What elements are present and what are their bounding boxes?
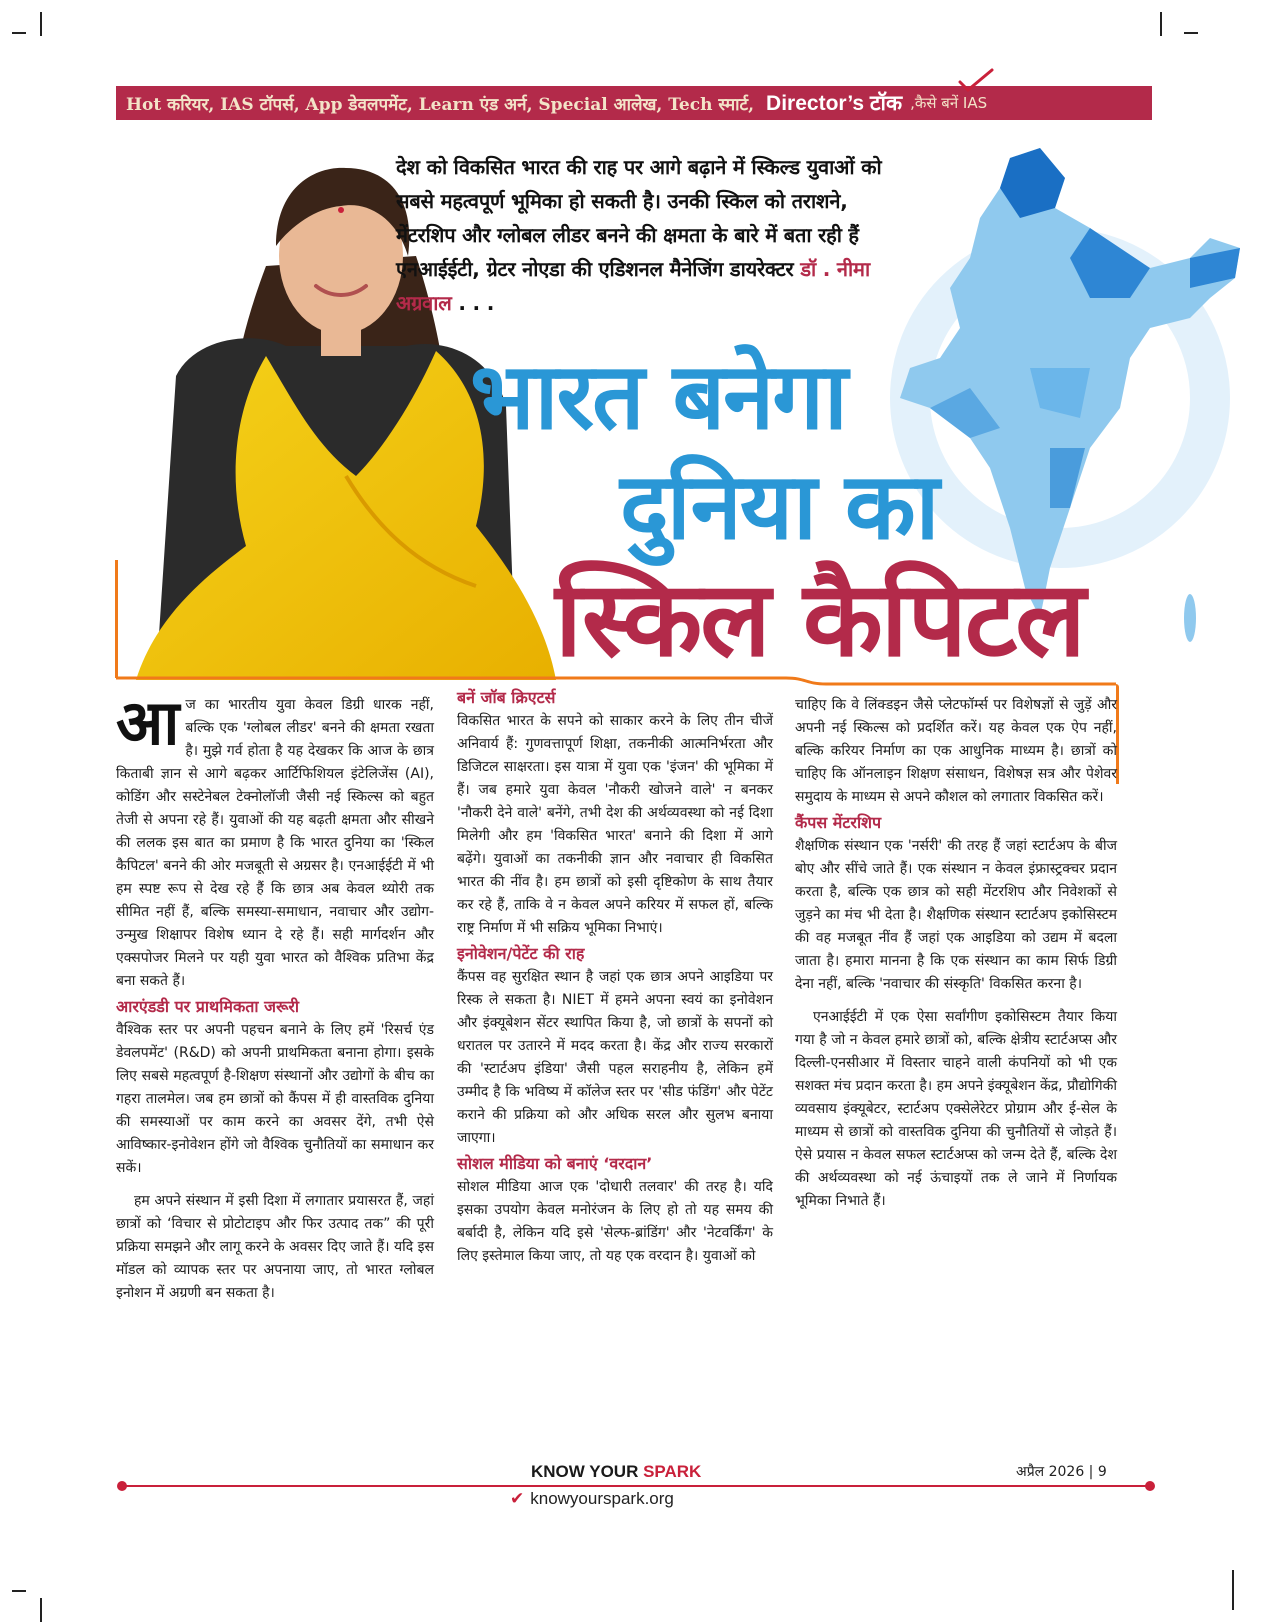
section-list: Hot करियर, IAS टॉपर्स, App डेवलपमेंट, Learn एंड अर्न, Special आलेख, Tech स्मार्ट, bbox=[126, 94, 755, 115]
paragraph: वैश्विक स्तर पर अपनी पहचन बनाने के लिए हमें 'रिसर्च एंड डेवलपमेंट' (R&D) को अपनी प्राथमिकता बनाना होगा। इसके लिए सबसे महत्वपूर्ण है-शिक्षण संस्थानों और उद्योगों के बीच का गहरा तालमेल। जब हम छात्रों को कैंपस में ही वास्तविक दुनिया की समस्याओं पर काम करने का अवसर देंगे, तभी ऐसे आविष्कार-इनोवेशन होंगे जो वैश्विक चुनौतियों का समाधान कर सकें। bbox=[116, 1022, 434, 1176]
headline-line-2: दुनिया का bbox=[620, 453, 938, 560]
crop-mark bbox=[1184, 32, 1198, 34]
crop-mark bbox=[40, 12, 42, 36]
paragraph: चाहिए कि वे लिंक्डइन जैसे प्लेटफॉर्म्स पर विशेषज्ञों से जुड़ें और अपनी नई स्किल्स को प्रदर्शित करें। यह केवल एक ऐप नहीं, बल्कि करियर निर्माण का एक आधुनिक माध्यम है। छात्रों को चाहिए कि ऑनलाइन शिक्षण संसाधन, विशेषज्ञ सत्र और पेशेवर समुदाय के माध्यम से अपने कौशल को लगातार विकसित करें। bbox=[795, 697, 1117, 805]
drop-cap: आ bbox=[116, 686, 180, 759]
orange-divider bbox=[116, 676, 1116, 686]
crop-mark bbox=[40, 1598, 42, 1622]
orange-left-border bbox=[115, 560, 118, 678]
headline-line-3: स्किल कैपिटल bbox=[555, 558, 1084, 680]
crop-mark bbox=[1232, 1570, 1234, 1610]
subheading-social-media: सोशल मीडिया को बनाएं ‘वरदान’ bbox=[457, 1154, 653, 1173]
issue-page-number: अप्रैल 2026 | 9 bbox=[1012, 1462, 1111, 1481]
subheading-job-creators: बनें जॉब क्रिएटर्स bbox=[457, 688, 556, 707]
intro-deck bbox=[396, 150, 896, 320]
article-column-1 bbox=[116, 686, 435, 1305]
checkmark-icon: ✔ bbox=[510, 1489, 525, 1508]
paragraph: एनआईईटी में एक ऐसा सर्वांगीण इकोसिस्टम तैयार किया गया है जो न केवल हमारे छात्रों को, बल्कि क्षेत्रीय स्टार्टअप्स और दिल्ली-एनसीआर में विस्तार चाहने वाली कंपनियों को भी एक सशक्त मंच प्रदान करता है। हम अपने इंक्यूबेशन केंद्र, प्रौद्योगिकी व्यवसाय इंक्यूबेटर, स्टार्टअप एक्सेलेरेटर प्रोग्राम और ई-सेल के माध्यम से छात्रों को वास्तविक दुनिया की चुनौतियों से जोड़ते हैं। ऐसे प्रयास न केवल सफल स्टार्टअप्स को जन्म देते हैं, बल्कि देश की अर्थव्यवस्था को नई ऊंचाइयों तक ले जाने में निर्णायक भूमिका निभाते हैं। bbox=[795, 1009, 1117, 1209]
footer-brand bbox=[525, 1462, 707, 1482]
article-column-3 bbox=[795, 694, 1117, 1213]
paragraph: विकसित भारत के सपने को साकार करने के लिए तीन चीजें अनिवार्य हैं: गुणवत्तापूर्ण शिक्षा, तकनीकी आत्मनिर्भरता और डिजिटल साक्षरता। इस यात्रा में युवा एक 'इंजन' की भूमिका में हैं। जब हमारे युवा केवल 'नौकरी खोजने वाले' न बनकर 'नौकरी देने वाले' बनेंगे, तभी देश की अर्थव्यवस्था को नई दिशा मिलेगी और हम 'विकसित भारत' बनाने की दिशा में आगे बढ़ेंगे। युवाओं का तकनीकी ज्ञान और नवाचार ही विकसित भारत की नींव है। हम छात्रों को इसी दृष्टिकोण के साथ तैयार कर रहे हैं, ताकि वे न केवल अपने करियर में सफल हों, बल्कि राष्ट्र निर्माण में भी सक्रिय भूमिका निभाएं। bbox=[457, 713, 773, 936]
deck-ellipsis: . . . bbox=[451, 291, 495, 315]
ias-label: ,कैसे बनें IAS bbox=[910, 94, 988, 112]
crop-mark bbox=[12, 32, 26, 34]
paragraph: कैंपस वह सुरक्षित स्थान है जहां एक छात्र अपने आइडिया पर रिस्क ले सकता है। NIET में हमने अपना स्वयं का इनोवेशन और इंक्यूबेशन सेंटर स्थापित किया है, जो छात्रों के सपनों को धरातल पर उतारने में मदद करता है। केंद्र और राज्य सरकारों की 'स्टार्टअप इंडिया' जैसी पहल सराहनीय है, लेकिन हमें उम्मीद है कि भविष्य में कॉलेज स्तर पर 'सीड फंडिंग' और पेटेंट कराने की प्रक्रिया को और अधिक सरल और सुलभ बनाया जाएगा। bbox=[457, 969, 773, 1146]
website-url: knowyourspark.org bbox=[530, 1489, 674, 1508]
paragraph: हम अपने संस्थान में इसी दिशा में लगातार प्रयासरत हैं, जहां छात्रों को ‘विचार से प्रोटोटाइप और फिर उत्पाद तक” की पूरी प्रक्रिया समझने और लागू करने के अवसर दिए जाते हैं। यदि इस मॉडल को व्यापक स्तर पर अपनाया जाए, तो भारत ग्लोबल इनोशन में अग्रणी बन सकता है। bbox=[116, 1193, 435, 1301]
section-nav-bar bbox=[116, 86, 1152, 120]
directors-talk-label: Director’s टॉक bbox=[766, 92, 903, 115]
subheading-innovation: इनोवेशन/पेटेंट की राह bbox=[457, 944, 585, 963]
checkmark-icon bbox=[958, 68, 994, 92]
brand-spark: SPARK bbox=[643, 1462, 702, 1481]
crop-mark bbox=[12, 1590, 26, 1592]
article-column-2 bbox=[457, 688, 773, 1268]
footer-website bbox=[510, 1489, 674, 1509]
subheading-campus-mentorship: कैंपस मेंटरशिप bbox=[795, 813, 882, 832]
crop-mark bbox=[1160, 12, 1162, 36]
headline-line-1: भारत बनेगा bbox=[470, 343, 846, 450]
subheading-rnd: आरएंडडी पर प्राथमिकता जरूरी bbox=[116, 997, 300, 1016]
paragraph: ज का भारतीय युवा केवल डिग्री धारक नहीं, बल्कि एक 'ग्लोबल लीडर' बनने की क्षमता रखता है। मुझे गर्व होता है यह देखकर कि आज के छात्र किताबी ज्ञान से आगे बढ़कर आर्टिफिशियल इंटेलिजेंस (AI), कोडिंग और सस्टेनेबल टेक्नोलॉजी जैसी नई स्किल्स को बहुत तेजी से अपना रहे हैं। युवाओं की यह बढ़ती क्षमता और सीखने की ललक इस बात का प्रमाण है कि भारत दुनिया का 'स्किल कैपिटल' बनने की ओर मजबूती से अग्रसर है। एनआईईटी में भी हम स्पष्ट रूप से देख रहे हैं कि छात्र अब केवल थ्योरी तक सीमित नहीं हैं, बल्कि समस्या-समाधान, नवाचार और उद्योग-उन्मुख शिक्षापर विशेष ध्यान दे रहे हैं। सही मार्गदर्शन और एक्सपोजर मिलने पर यही युवा भारत को वैश्विक प्रतिभा केंद्र बना सकते हैं। bbox=[116, 697, 434, 989]
brand-text: KNOW YOUR bbox=[531, 1462, 644, 1481]
paragraph: शैक्षणिक संस्थान एक 'नर्सरी' की तरह हैं जहां स्टार्टअप के बीज बोए और सींचे जाते हैं। एक संस्थान न केवल इंफ्रास्ट्रक्चर प्रदान करता है, बल्कि एक छात्र को सही मेंटरशिप और निवेशकों से जुड़ने का मंच भी देता है। शैक्षणिक संस्थान स्टार्टअप इकोसिस्टम की वह मजबूत नींव हैं जहां एक आइडिया को उद्यम में बदला जाता है। हमारा मानना है कि एक संस्थान का काम सिर्फ डिग्री देना नहीं, बल्कि 'नवाचार की संस्कृति' विकसित करना है। bbox=[795, 838, 1117, 992]
author-name: डॉ . नीमा अग्रवाल bbox=[396, 257, 870, 315]
deck-text: देश को विकसित भारत की राह पर आगे बढ़ाने में स्किल्ड युवाओं को सबसे महत्वपूर्ण भूमिका हो सकती है। उनकी स्किल को तराशने, मेंटरशिप और ग्लोबल लीडर बनने की क्षमता के बारे में बता रही हैं एनआईईटी, ग्रेटर नोएडा की एडिशनल मैनेजिंग डायरेक्टर bbox=[396, 155, 882, 281]
paragraph: सोशल मीडिया आज एक 'दोधारी तलवार' की तरह है। यदि इसका उपयोग केवल मनोरंजन के लिए हो तो यह समय की बर्बादी है, लेकिन यदि इसे 'सेल्फ-ब्रांडिंग' और 'नेटवर्किंग' के लिए इस्तेमाल किया जाए, तो यह एक वरदान है। युवाओं को bbox=[457, 1179, 773, 1264]
